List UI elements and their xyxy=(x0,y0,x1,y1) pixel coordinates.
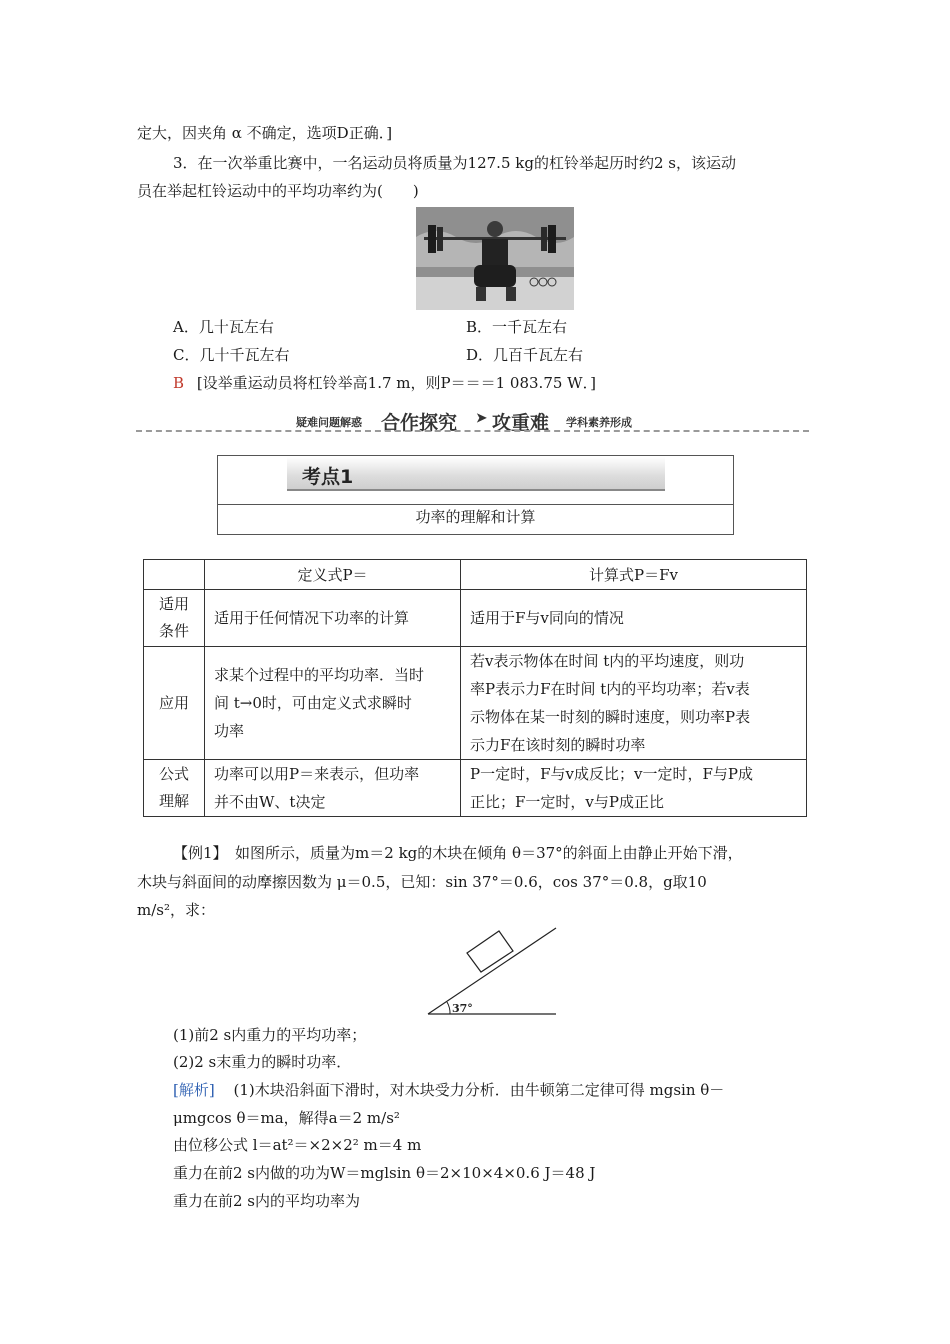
weightlifter-photo xyxy=(416,207,574,310)
option-b: B．一千瓦左右 xyxy=(466,318,568,336)
banner-right-text: 学科素养形成 xyxy=(566,416,632,429)
table-cell: 功率可以用P＝来表示，但功率 并不由W、t决定 xyxy=(205,760,461,817)
analysis-tag: [解析] xyxy=(173,1081,215,1099)
table-cell: 适用于任何情况下功率的计算 xyxy=(205,590,461,647)
solution-text: (1)木块沿斜面下滑时，对木块受力分析．由牛顿第二定律可得 mgsin θ－ xyxy=(233,1081,725,1099)
row-label: 应用 xyxy=(144,647,205,760)
row-label: 适用 条件 xyxy=(144,590,205,647)
solution-line-2: μmgcos θ＝ma，解得a＝2 m/s² xyxy=(173,1109,400,1127)
solution-line-4: 重力在前2 s内做的功为W＝mglsin θ＝2×10×4×0.6 J＝48 J xyxy=(173,1164,596,1182)
sub-question-1: (1)前2 s内重力的平均功率； xyxy=(173,1026,367,1044)
section-banner xyxy=(136,408,809,434)
example-line-1: 【例1】 如图所示，质量为m＝2 kg的木块在倾角 θ＝37°的斜面上由静止开始下滑， xyxy=(173,844,743,862)
arrow-icon: ➤ xyxy=(476,411,487,426)
table-cell: P一定时，F与v成反比；v一定时，F与P成 正比；F一定时，v与P成正比 xyxy=(461,760,807,817)
text-line: 定大，因夹角 α 不确定，选项D正确．] xyxy=(137,124,393,142)
kaodian-title: 考点1 xyxy=(302,466,354,488)
question-3-line-2: 员在举起杠铃运动中的平均功率约为( ) xyxy=(137,182,419,200)
table-row xyxy=(144,647,807,760)
example-line-3: m/s²，求： xyxy=(137,901,215,919)
sub-question-2: (2)2 s末重力的瞬时功率． xyxy=(173,1053,352,1071)
solution-line-3: 由位移公式 l＝at²＝×2×2² m＝4 m xyxy=(173,1136,422,1154)
table-cell: 求某个过程中的平均功率．当时 间 t→0时，可由定义式求瞬时 功率 xyxy=(205,647,461,760)
kaodian-subtitle: 功率的理解和计算 xyxy=(415,508,536,526)
solution-line-1 xyxy=(173,1080,724,1100)
banner-divider xyxy=(136,430,809,432)
table-cell: 适用于F与v同向的情况 xyxy=(461,590,807,647)
table-header-cell: 计算式P＝Fv xyxy=(461,560,807,590)
answer-line xyxy=(173,373,596,393)
row-label: 公式 理解 xyxy=(144,760,205,817)
table-row xyxy=(144,590,807,647)
option-a: A．几十瓦左右 xyxy=(173,318,274,336)
kaodian-divider xyxy=(218,504,733,505)
table-row xyxy=(144,760,807,817)
angle-label: 37° xyxy=(452,1002,473,1015)
kaodian-box xyxy=(217,455,734,535)
block-shape xyxy=(467,931,513,972)
option-d: D．几百千瓦左右 xyxy=(466,346,584,364)
table-header-cell xyxy=(144,560,205,590)
table-cell: 若v表示物体在时间 t内的平均速度，则功 率P表示力F在时间 t内的平均功率；若v表 示物体在某一时刻的瞬时速度，则功率P表 示力F在该时刻的瞬时功率 xyxy=(461,647,807,760)
banner-left-text: 疑难问题解惑 xyxy=(296,416,362,429)
option-c: C．几十千瓦左右 xyxy=(173,346,290,364)
table-header-row xyxy=(144,560,807,590)
answer-letter: B xyxy=(173,374,185,392)
answer-text: [设举重运动员将杠铃举高1.7 m，则P＝＝＝1 083.75 W．] xyxy=(196,374,596,392)
question-3-line-1: 3．在一次举重比赛中，一名运动员将质量为127.5 kg的杠铃举起历时约2 s，该运动 xyxy=(173,154,736,172)
example-line-2: 木块与斜面间的动摩擦因数为 μ＝0.5，已知：sin 37°＝0.6，cos 37°＝0.8，g取10 xyxy=(137,873,707,891)
comparison-table xyxy=(143,559,807,817)
banner-title-2: 攻重难 xyxy=(492,412,550,434)
banner-title-1: 合作探究 xyxy=(381,412,458,434)
angle-arc xyxy=(447,1002,450,1014)
incline-diagram xyxy=(420,922,565,1022)
solution-line-5: 重力在前2 s内的平均功率为 xyxy=(173,1192,361,1210)
table-header-cell: 定义式P＝ xyxy=(205,560,461,590)
